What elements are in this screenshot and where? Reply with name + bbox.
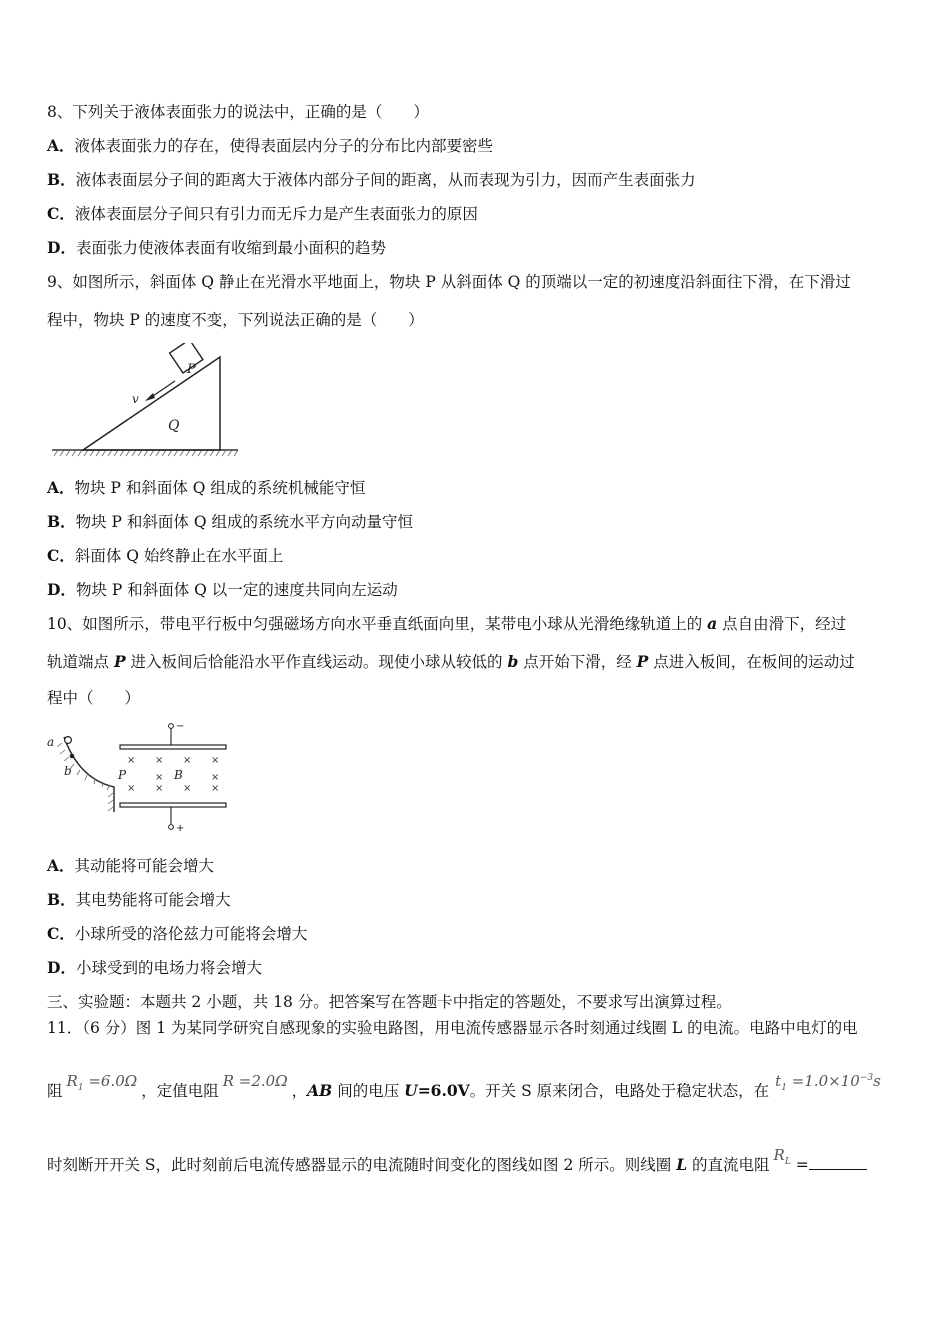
t1-unit: s: [873, 1072, 881, 1090]
cross-mark: ×: [183, 783, 192, 794]
option-letter: C．: [47, 204, 75, 223]
text: 的直流电阻: [687, 1156, 770, 1174]
q10-option-d: [47, 958, 262, 978]
text: =: [790, 1156, 809, 1174]
u-symbol: U: [404, 1081, 418, 1100]
ab-label: AB: [307, 1081, 333, 1100]
option-letter: B．: [47, 890, 76, 909]
bottom-terminal: [169, 825, 174, 830]
option-letter: A．: [47, 856, 75, 875]
cross-mark: ×: [155, 772, 164, 783]
t1-exponent: −3: [859, 1073, 874, 1083]
ground-hatching: [52, 450, 238, 456]
q10-stem-line2: [47, 652, 855, 672]
text: 阻: [47, 1082, 63, 1100]
option-text: 小球所受的洛伦兹力可能将会增大: [74, 925, 308, 943]
text: 点进入板间，在板间的运动过: [648, 653, 855, 671]
var-b: b: [507, 652, 519, 671]
label-field-b: B: [174, 768, 183, 782]
q8-option-d: [47, 238, 386, 258]
option-text: 小球受到的电场力将会增大: [75, 959, 262, 977]
option-letter: A．: [47, 136, 75, 155]
cross-mark: ×: [183, 755, 192, 766]
r-value: =2.0Ω: [234, 1072, 288, 1090]
bottom-plate: [120, 803, 226, 807]
option-text: 物块 P 和斜面体 Q 组成的系统水平方向动量守恒: [75, 513, 413, 531]
q9-option-a: [47, 478, 365, 498]
text: 间的电压: [332, 1082, 405, 1100]
option-text: 其电势能将可能会增大: [75, 891, 231, 909]
q10-option-a: [47, 856, 214, 876]
label-b: b: [64, 764, 72, 778]
text: ，: [291, 1082, 308, 1100]
label-p: P: [118, 768, 127, 782]
q11-line1: 11．（6 分）图 1 为某同学研究自感现象的实验电路图，用电流传感器显示各时刻通过线圈 L 的电流。电路中电灯的电: [47, 1019, 858, 1037]
var-p: P: [636, 652, 649, 671]
u-value: =6.0V: [417, 1081, 470, 1100]
cross-mark: ×: [211, 772, 220, 783]
q9-option-d: [47, 580, 398, 600]
t1-symbol: t: [775, 1072, 782, 1090]
option-text: 斜面体 Q 始终静止在水平面上: [74, 547, 284, 565]
q10-stem-line3: 程中（ ）: [47, 689, 141, 707]
rl-symbol: R: [773, 1146, 785, 1164]
velocity-label: v: [132, 392, 139, 406]
r-symbol: R: [222, 1072, 234, 1090]
q8-option-b: [47, 170, 696, 190]
cross-mark: ×: [127, 783, 136, 794]
text: 。开关 S 原来闭合，电路处于稳定状态，在: [469, 1082, 770, 1100]
option-text: 其动能将可能会增大: [74, 857, 215, 875]
var-a: a: [707, 614, 718, 633]
r-formula: [223, 1072, 288, 1090]
cross-mark: ×: [155, 755, 164, 766]
option-letter: D．: [47, 580, 76, 599]
top-plate: [120, 745, 226, 749]
q10-stem-line1: [47, 614, 846, 634]
cross-mark: ×: [211, 783, 220, 794]
q10-option-b: [47, 890, 231, 910]
label-a: a: [47, 735, 55, 749]
q9-stem-line1: 9、如图所示，斜面体 Q 静止在光滑水平地面上，物块 P 从斜面体 Q 的顶端以一定的初速度沿斜面往下滑，在下滑过: [47, 273, 851, 291]
option-letter: C．: [47, 546, 75, 565]
option-letter: B．: [47, 170, 76, 189]
ball-at-a: [65, 737, 72, 744]
q9-option-b: [47, 512, 413, 532]
text: 点自由滑下，经过: [717, 615, 847, 633]
q9-option-c: [47, 546, 283, 566]
option-text: 液体表面张力的存在，使得表面层内分子的分布比内部要密些: [74, 137, 494, 155]
plus-label: +: [176, 823, 185, 834]
r1-symbol: R: [66, 1072, 78, 1090]
text: 轨道端点: [47, 653, 114, 671]
r1-value: =6.0Ω: [83, 1072, 138, 1090]
q11-line2: [47, 1072, 881, 1108]
option-letter: C．: [47, 924, 75, 943]
text: ，定值电阻: [141, 1082, 219, 1100]
option-text: 表面张力使液体表面有收缩到最小面积的趋势: [75, 239, 386, 257]
answer-blank[interactable]: [809, 1155, 867, 1170]
q8-option-a: [47, 136, 493, 156]
q8-stem: 8、下列关于液体表面张力的说法中，正确的是（ ）: [47, 103, 429, 121]
text: 10、如图所示，带电平行板中匀强磁场方向水平垂直纸面向里，某带电小球从光滑绝缘轨道上的: [47, 615, 708, 633]
r1-formula: [66, 1072, 138, 1093]
cross-mark: ×: [211, 755, 220, 766]
section3-title: 三、实验题：本题共 2 小题，共 18 分。把答案写在答题卡中指定的答题处，不要求写出演算过程。: [47, 993, 732, 1011]
text: 进入板间后恰能沿水平作直线运动。现使小球从较低的: [125, 653, 508, 671]
coil-label: L: [676, 1155, 688, 1174]
wedge-label: Q: [168, 418, 180, 434]
var-p: P: [113, 652, 126, 671]
wedge-q: [83, 357, 220, 450]
cross-mark: ×: [155, 783, 164, 794]
block-label: P: [187, 362, 196, 377]
t1-value: =1.0×10: [786, 1072, 860, 1090]
t1-subscript: 1: [781, 1083, 787, 1093]
text: 时刻断开开关 S，此时刻前后电流传感器显示的电流随时间变化的图线如图 2 所示。则线圈: [47, 1156, 677, 1174]
option-letter: D．: [47, 958, 76, 977]
rl-formula: [773, 1146, 791, 1167]
q8-option-c: [47, 204, 478, 224]
t1-formula: [775, 1072, 881, 1093]
q10-plates-figure: [44, 717, 234, 835]
option-letter: D．: [47, 238, 76, 257]
q11-line3: [47, 1146, 867, 1182]
cross-mark: ×: [127, 755, 136, 766]
minus-label: −: [176, 721, 185, 732]
option-text: 液体表面层分子间只有引力而无斥力是产生表面张力的原因: [74, 205, 478, 223]
option-letter: B．: [47, 512, 76, 531]
option-letter: A．: [47, 478, 75, 497]
q10-option-c: [47, 924, 307, 944]
rl-subscript: L: [784, 1157, 791, 1167]
option-text: 物块 P 和斜面体 Q 组成的系统机械能守恒: [74, 479, 366, 497]
point-b: [70, 754, 75, 759]
q9-stem-line2: 程中，物块 P 的速度不变，下列说法正确的是（ ）: [47, 311, 424, 329]
r1-subscript: 1: [77, 1083, 84, 1093]
top-terminal: [169, 724, 174, 729]
q9-incline-figure: [50, 343, 240, 463]
option-text: 物块 P 和斜面体 Q 以一定的速度共同向左运动: [75, 581, 398, 599]
option-text: 液体表面层分子间的距离大于液体内部分子间的距离，从而表现为引力，因而产生表面张力: [75, 171, 696, 189]
text: 点开始下滑，经: [518, 653, 637, 671]
